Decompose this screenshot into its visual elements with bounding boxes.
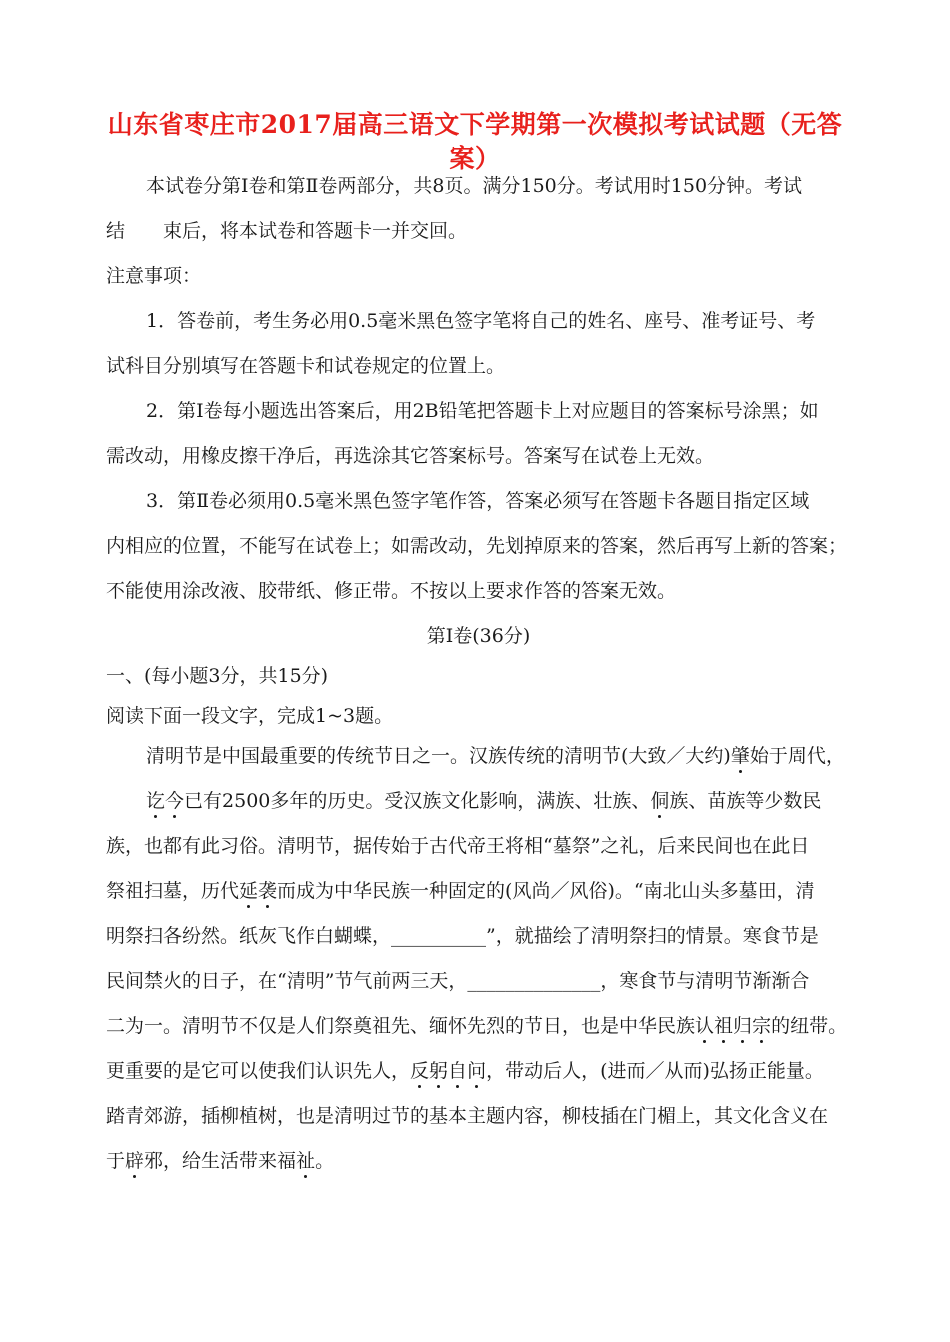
emphasis-char: 宗 [752, 1015, 772, 1037]
emphasis-char: 问 [467, 1060, 487, 1082]
emphasis-char: 祉 [296, 1150, 316, 1172]
intro-line-1: 本试卷分第Ⅰ卷和第Ⅱ卷两部分，共8页。满分150分。考试用时150分钟。考试 [146, 175, 803, 197]
passage-text: ，带动后人，(进而／从而)弘扬正能量。 [486, 1060, 824, 1082]
emphasis-char: 今 [165, 790, 185, 812]
notice-item-3-line-1: 3．第Ⅱ卷必须用0.5毫米黑色签字笔作答，答案必须写在答题卡各题目指定区域 [146, 490, 810, 512]
passage-text: 而成为中华民族一种固定的(风尚／风俗)。“南北山头多墓田，清 [277, 880, 815, 902]
passage-line-4 [106, 878, 851, 904]
passage-text: 。 [315, 1150, 335, 1172]
section-heading: 第Ⅰ卷(36分) [426, 625, 531, 647]
emphasis-char: 认 [695, 1015, 715, 1037]
intro-line-2-rest: 束后，将本试卷和答题卡一并交回。 [163, 220, 468, 242]
emphasis-char: 讫 [146, 790, 166, 812]
notice-item-3-line-3: 不能使用涂改液、胶带纸、修正带。不按以上要求作答的答案无效。 [106, 580, 677, 602]
passage-line-8 [106, 1058, 851, 1084]
notice-item-1-line-1: 1．答卷前，考生务必用0.5毫米黑色签字笔将自己的姓名、座号、准考证号、考 [146, 310, 816, 332]
emphasis-char: 延 [239, 880, 259, 902]
page-title: 山东省枣庄市2017届高三语文下学期第一次模拟考试试题（无答案） [107, 110, 843, 173]
emphasis-char: 祖 [714, 1015, 734, 1037]
reading-instruction: 阅读下面一段文字，完成1~3题。 [106, 705, 394, 727]
passage-line-9: 踏青郊游，插柳植树，也是清明过节的基本主题内容，柳枝插在门楣上，其文化含义在 [106, 1105, 829, 1127]
passage-line-2 [146, 788, 851, 814]
part-heading: 一、(每小题3分，共15分) [106, 665, 329, 687]
passage-text: 更重要的是它可以使我们认识先人， [106, 1060, 411, 1082]
intro-line-2 [106, 218, 851, 244]
passage-text: 于 [106, 1150, 126, 1172]
notice-item-2-line-2: 需改动，用橡皮擦干净后，再选涂其它答案标号。答案写在试卷上无效。 [106, 445, 715, 467]
emphasis-char: 袭 [258, 880, 278, 902]
emphasis-char: 辟 [125, 1150, 145, 1172]
passage-line-6: 民间禁火的日子，在“清明”节气前两三天，______________，寒食节与清明节渐渐合 [106, 970, 810, 992]
emphasis-char: 躬 [429, 1060, 449, 1082]
passage-text: 二为一。清明节不仅是人们祭奠祖先、缅怀先烈的节日，也是中华民族 [106, 1015, 696, 1037]
emphasis-char: 自 [448, 1060, 468, 1082]
passage-line-3: 族，也都有此习俗。清明节，据传始于古代帝王将相“墓祭”之礼，后来民间也在此日 [106, 835, 810, 857]
passage-text: 的纽带。 [771, 1015, 848, 1037]
emphasis-char: 归 [733, 1015, 753, 1037]
passage-text: 清明节是中国最重要的传统节日之一。汉族传统的清明节(大致／大约) [146, 745, 731, 767]
passage-text: 始于周代， [749, 745, 845, 767]
notice-item-3-line-2: 内相应的位置，不能写在试卷上；如需改动，先划掉原来的答案，然后再写上新的答案； [106, 535, 848, 557]
passage-text: 族、苗族等少数民 [669, 790, 822, 812]
passage-text: 祭祖扫墓，历代 [106, 880, 240, 902]
emphasis-char: 侗 [650, 790, 670, 812]
emphasis-char: 反 [410, 1060, 430, 1082]
notice-item-2-line-1: 2．第Ⅰ卷每小题选出答案后，用2B铅笔把答题卡上对应题目的答案标号涂黑；如 [146, 400, 819, 422]
emphasis-char: 肇 [730, 745, 750, 767]
passage-line-7 [106, 1013, 851, 1039]
intro-line-2-start: 结 [106, 220, 126, 242]
passage-line-5: 明祭扫各纷然。纸灰飞作白蝴蝶，__________”，就描绘了清明祭扫的情景。寒食节是 [106, 925, 819, 947]
passage-text: 已有2500多年的历史。受汉族文化影响，满族、壮族、 [184, 790, 651, 812]
passage-line-1 [146, 743, 851, 769]
passage-line-10 [106, 1148, 851, 1174]
notice-item-1-line-2: 试科目分别填写在答题卡和试卷规定的位置上。 [106, 355, 506, 377]
notice-heading: 注意事项： [106, 265, 202, 287]
passage-text: 邪，给生活带来福 [144, 1150, 297, 1172]
